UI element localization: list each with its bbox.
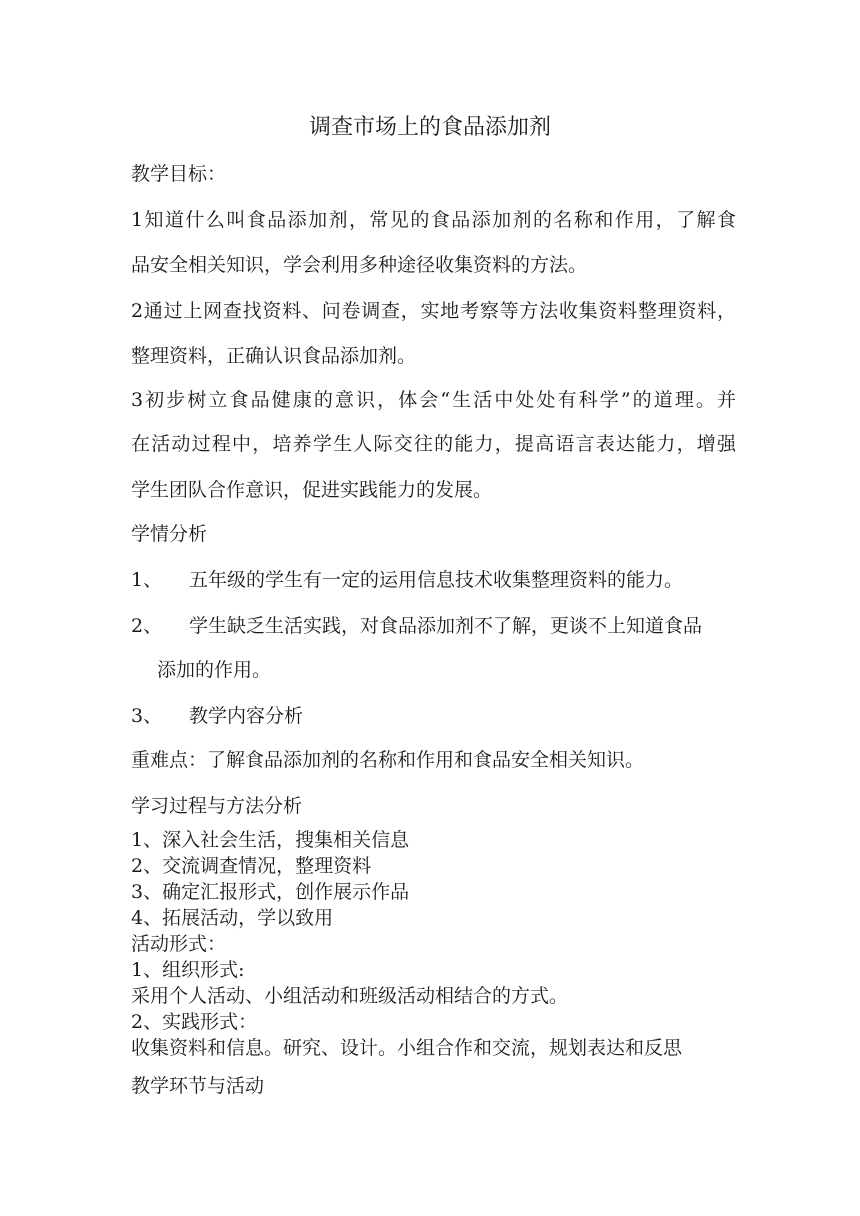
key-points: 重难点：了解食品添加剂的名称和作用和食品安全相关知识。: [131, 749, 645, 771]
analysis-item-1: [131, 566, 736, 594]
document-title: 调查市场上的食品添加剂: [308, 115, 551, 140]
analysis-heading: 学情分析: [131, 523, 208, 545]
process-step-2: 2、交流调查情况，整理资料: [131, 855, 372, 877]
form-1-label: 1、组织形式:: [131, 959, 245, 981]
analysis-item-number: 3、: [131, 705, 163, 727]
process-step-4: 4、拓展活动，学以致用: [131, 907, 334, 929]
objective-3-line-2: 在活动过程中，培养学生人际交往的能力，提高语言表达能力，增强: [131, 433, 736, 455]
form-1-text: 采用个人活动、小组活动和班级活动相结合的方式。: [131, 985, 569, 1007]
analysis-item-text: 教学内容分析: [189, 705, 304, 727]
objective-2-line-1: 2通过上网查找资料、问卷调查，实地考察等方法收集资料整理资料，: [131, 300, 736, 322]
analysis-item-text: 学生缺乏生活实践，对食品添加剂不了解，更谈不上知道食品: [189, 615, 703, 637]
analysis-item-number: 2、: [131, 615, 163, 637]
objective-3-line-3: 学生团队合作意识，促进实践能力的发展。: [131, 479, 493, 501]
teaching-heading: 教学环节与活动: [131, 1075, 265, 1097]
analysis-item-2-continuation: 添加的作用。: [157, 659, 272, 681]
analysis-item-3: [131, 702, 736, 730]
objective-3-line-1: 3初步树立食品健康的意识，体会“生活中处处有科学”的道理。并: [131, 389, 736, 411]
form-2-text: 收集资料和信息。研究、设计。小组合作和交流，规划表达和反思: [131, 1037, 683, 1059]
forms-heading: 活动形式：: [131, 933, 227, 955]
form-2-label: 2、实践形式：: [131, 1011, 258, 1033]
process-step-3: 3、确定汇报形式，创作展示作品: [131, 881, 410, 903]
analysis-item-2: [131, 612, 736, 640]
analysis-item-number: 1、: [131, 569, 163, 591]
objectives-heading: 教学目标：: [131, 163, 227, 185]
process-step-1: 1、深入社会生活，搜集相关信息: [131, 829, 410, 851]
objective-1-line-1: 1知道什么叫食品添加剂，常见的食品添加剂的名称和作用，了解食: [131, 209, 736, 231]
objective-2-line-2: 整理资料，正确认识食品添加剂。: [131, 345, 417, 367]
process-heading: 学习过程与方法分析: [131, 795, 303, 817]
objective-1-line-2: 品安全相关知识，学会利用多种途径收集资料的方法。: [131, 254, 588, 276]
analysis-item-text: 五年级的学生有一定的运用信息技术收集整理资料的能力。: [189, 569, 684, 591]
